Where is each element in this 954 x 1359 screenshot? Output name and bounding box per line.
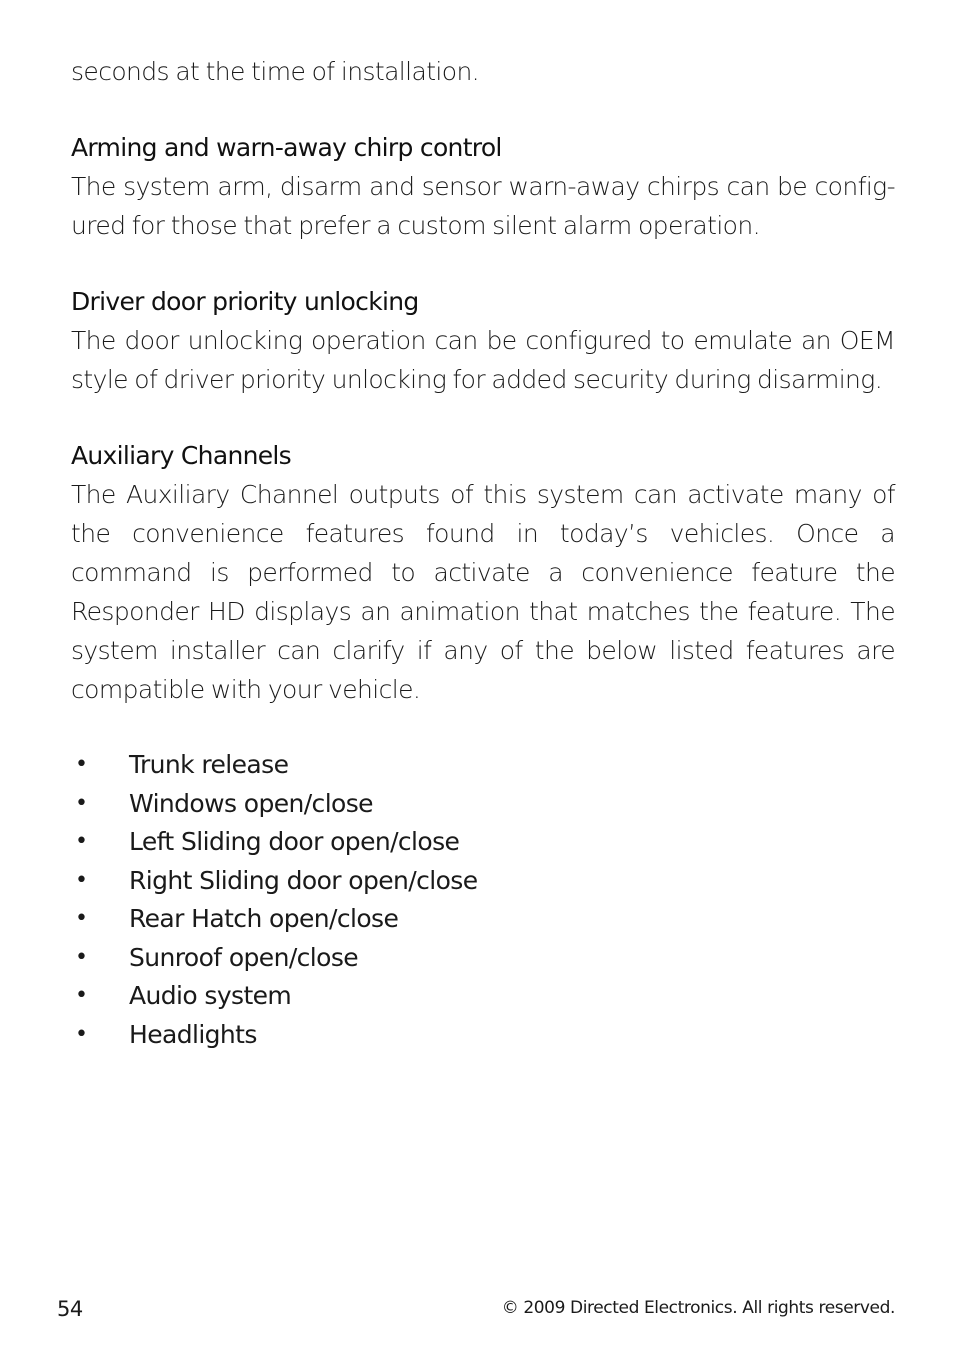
intro-text: seconds at the time of installation. <box>71 57 480 86</box>
list-item-label: Audio system <box>129 981 292 1010</box>
list-item-label: Left Sliding door open/close <box>129 827 460 856</box>
section-chirp-control <box>71 128 895 245</box>
list-item-label: Rear Hatch open/close <box>129 904 399 933</box>
section-heading: Auxiliary Channels <box>71 441 291 470</box>
list-item-label: Trunk release <box>129 750 289 779</box>
section-heading: Arming and warn-away chirp control <box>71 133 502 162</box>
list-item <box>71 746 895 785</box>
list-item <box>71 900 895 939</box>
list-item <box>71 1016 895 1055</box>
list-item <box>71 977 895 1016</box>
section-auxiliary-channels <box>71 436 895 709</box>
bullet-icon: • <box>75 1021 88 1047</box>
section-driver-door-unlocking <box>71 282 895 399</box>
bullet-icon: • <box>75 906 88 931</box>
list-item <box>71 862 895 901</box>
list-item <box>71 785 895 824</box>
bullet-icon: • <box>75 790 88 816</box>
list-item-label: Right Sliding door open/close <box>129 865 478 895</box>
page-content <box>71 52 895 1054</box>
section-body: The system arm, disarm and sensor warn-away chirps can be config-ured for those that prefer a custom silent alarm operation. <box>71 172 895 240</box>
bullet-icon: • <box>75 829 88 854</box>
bullet-icon: • <box>75 983 88 1008</box>
list-item-label: Sunroof open/close <box>129 942 359 972</box>
copyright-notice: © 2009 Directed Electronics. All rights reserved. <box>501 1298 895 1318</box>
section-body: The door unlocking operation can be configured to emulate an OEM style of driver priority unlocking for added security during disarming. <box>71 326 895 394</box>
bullet-icon: • <box>75 944 88 970</box>
feature-list <box>71 746 895 1054</box>
list-item <box>71 939 895 978</box>
section-body: The Auxiliary Channel outputs of this system can activate many of the convenience features found in today’s vehicles. Once a command is performed to activate a convenience feature the Responder HD displays an animation that matches the feature. The system installer can clarify if any of the below listed features are compatible with your vehicle. <box>71 480 895 704</box>
list-item-label: Headlights <box>129 1019 257 1049</box>
list-item-label: Windows open/close <box>129 788 373 818</box>
bullet-icon: • <box>75 867 88 893</box>
section-heading: Driver door priority unlocking <box>71 287 419 316</box>
list-item <box>71 823 895 862</box>
page-number: 54 <box>57 1297 83 1321</box>
bullet-icon: • <box>75 752 88 777</box>
